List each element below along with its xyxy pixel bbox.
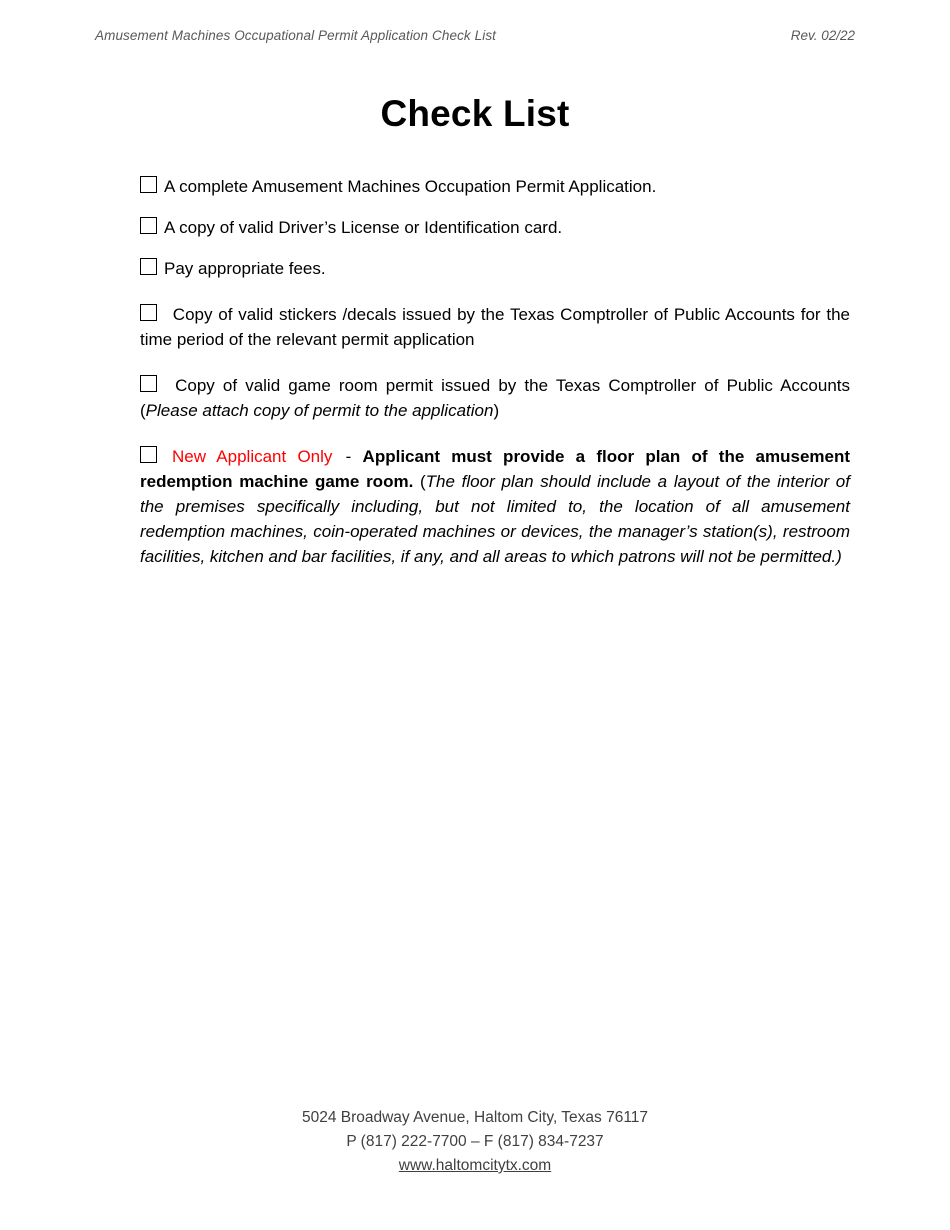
page-title: Check List bbox=[380, 93, 570, 134]
checklist-item-note-italic: Please attach copy of permit to the application bbox=[145, 400, 494, 420]
footer-phone-fax: P (817) 222-7700 – F (817) 834-7237 bbox=[346, 1132, 604, 1150]
checklist-item-label: Copy of valid game room permit issued by the Texas Comptroller of Public Accounts ( bbox=[140, 375, 850, 420]
checklist bbox=[95, 175, 855, 570]
checkbox-drivers-license-copy[interactable] bbox=[140, 217, 157, 234]
header-title-left: Amusement Machines Occupational Permit Application Check List bbox=[95, 28, 497, 43]
floor-plan-detail-italic: The floor plan should include a layout of the interior of the premises specifically including, but not limited to, the location of all amusement redemption machines, coin-operated machines or devices, the manager’s station(s), restroom facilities, kitchen and bar facilities, if any, and all areas to which patrons will not be permitted.) bbox=[140, 471, 850, 566]
footer-website-link[interactable]: www.haltomcitytx.com bbox=[398, 1156, 552, 1174]
footer-address: 5024 Broadway Avenue, Haltom City, Texas 76117 bbox=[301, 1108, 649, 1126]
checklist-item-label: Pay appropriate fees. bbox=[164, 258, 326, 278]
checklist-item-label: Copy of valid stickers /decals issued by the Texas Comptroller of Public Accounts for the time period of the relevant permit application bbox=[140, 304, 850, 349]
document-header bbox=[95, 0, 855, 43]
checklist-item-label: A complete Amusement Machines Occupation Permit Application. bbox=[164, 177, 657, 196]
checklist-item-pay-fees bbox=[140, 257, 850, 282]
document-footer bbox=[0, 1106, 950, 1178]
floor-plan-requirement-bold: Applicant must provide a floor plan of the amusement redemption machine game room. bbox=[140, 446, 851, 491]
checklist-item-label-end: ) bbox=[493, 400, 500, 420]
paren-open: ( bbox=[413, 471, 426, 491]
checklist-item-game-room-permit bbox=[140, 374, 850, 424]
checklist-item-complete-application bbox=[140, 175, 850, 200]
new-applicant-only-label: New Applicant Only bbox=[172, 446, 333, 466]
dash-separator: - bbox=[334, 446, 363, 466]
checkbox-pay-fees[interactable] bbox=[140, 258, 157, 275]
checklist-item-drivers-license-copy bbox=[140, 216, 850, 241]
checkbox-game-room-permit[interactable] bbox=[140, 375, 157, 392]
checkbox-new-applicant-floor-plan[interactable] bbox=[140, 446, 157, 463]
checklist-item-valid-stickers-decals bbox=[140, 303, 850, 353]
header-revision-right: Rev. 02/22 bbox=[790, 28, 855, 43]
checklist-item-label: A copy of valid Driver’s License or Identification card. bbox=[164, 217, 563, 237]
checkbox-complete-application[interactable] bbox=[140, 176, 157, 193]
checklist-item-new-applicant-floor-plan bbox=[140, 445, 850, 570]
checkbox-valid-stickers-decals[interactable] bbox=[140, 304, 157, 321]
